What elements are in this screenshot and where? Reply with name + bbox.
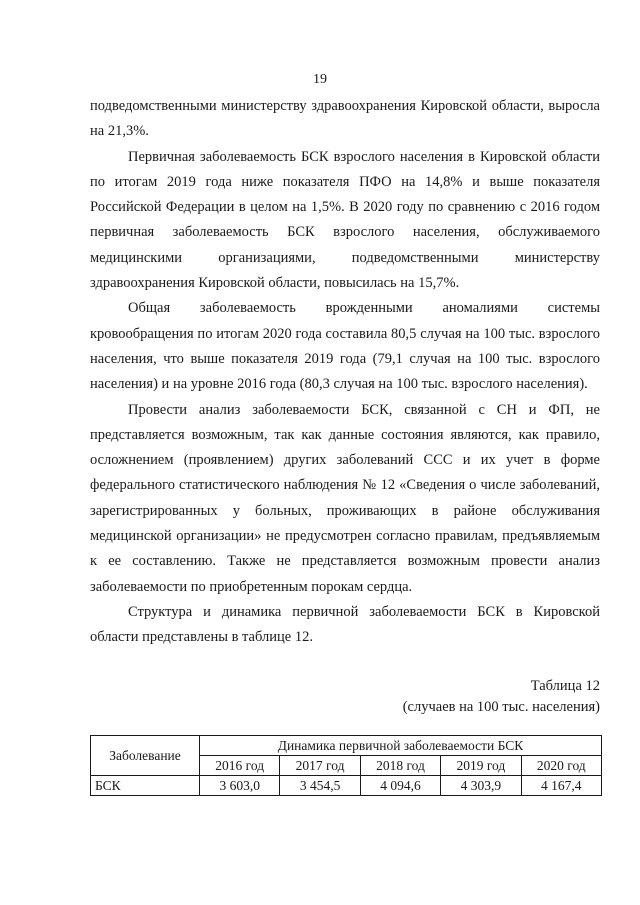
paragraph-1: подведомственными министерству здравоохранения Кировской области, выросла на 21,3%. — [90, 98, 600, 140]
row-label-bsk: БСК — [91, 776, 200, 796]
paragraph-4: Провести анализ заболеваемости БСК, связанной с СН и ФП, не представляется возможным, так как данные состояния являются, как правило, осложнением (проявлением) других заболеваний ССС и их учет в форме федерального статистического наблюдения № 12 «Сведения о числе заболеваний, зарегистрированных у больных, проживающих в районе обслуживания медицинской организации» не предусмотрен согласно правилам, предъявляемым к ее составлению. Также не представляется возможным провести анализ заболеваемости по приобретенным порокам сердца. — [90, 401, 600, 595]
table-cell: 4 167,4 — [521, 776, 601, 796]
year-header-2018: 2018 год — [360, 756, 440, 776]
disease-column-header: Заболевание — [91, 736, 200, 776]
dynamics-column-header: Динамика первичной заболеваемости БСК — [200, 736, 602, 756]
table-cell: 4 094,6 — [360, 776, 440, 796]
table-title: Таблица 12 — [530, 678, 600, 694]
paragraph-3: Общая заболеваемость врожденными аномалиями системы кровообращения по итогам 2020 года составила 80,5 случая на 100 тыс. взрослого населения, что выше показателя 2019 года (79,1 случая на 100 тыс. взрослого населения) и на уровне 2016 года (80,3 случая на 100 тыс. взрослого населения). — [90, 300, 600, 393]
table-cell: 3 603,0 — [200, 776, 280, 796]
paragraph-2: Первичная заболеваемость БСК взрослого населения в Кировской области по итогам 2019 года ниже показателя ПФО на 14,8% и выше показателя Российской Федерации в целом на 1,5%. В 2020 году по сравнению с 2016 годом первичная заболеваемость БСК взрослого населения, обслуживаемого медицинскими организациями, подведомственными министерству здравоохранения Кировской области, повысилась на 15,7%. — [90, 148, 600, 292]
incidence-table — [90, 735, 602, 796]
table-cell: 4 303,9 — [441, 776, 521, 796]
table-cell: 3 454,5 — [280, 776, 360, 796]
year-header-2016: 2016 год — [200, 756, 280, 776]
year-header-2019: 2019 год — [441, 756, 521, 776]
body-text — [90, 94, 600, 651]
page-number: 19 — [313, 72, 327, 87]
table-header-row — [91, 736, 602, 756]
table-row — [91, 776, 602, 796]
table-units: (случаев на 100 тыс. населения) — [402, 699, 600, 715]
table-caption — [403, 676, 600, 718]
paragraph-5: Структура и динамика первичной заболеваемости БСК в Кировской области представлены в таблице 12. — [90, 603, 600, 646]
year-header-2017: 2017 год — [280, 756, 360, 776]
year-header-2020: 2020 год — [521, 756, 601, 776]
